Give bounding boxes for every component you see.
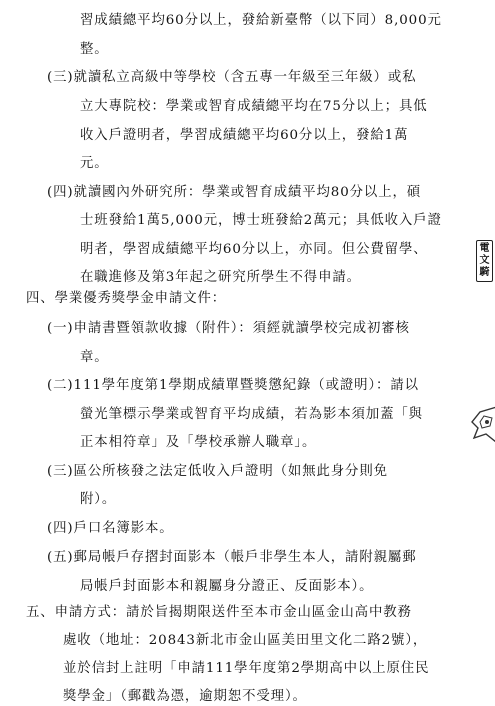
seal-char: 騎 [479, 267, 490, 278]
text-line: 在職進修及第3年起之研究所學生不得申請。 [80, 270, 361, 285]
text-line: 局帳戶封面影本和親屬身分證正、反面影本）。 [80, 579, 374, 594]
seal-char: 文 [479, 255, 490, 266]
seal-char: 電 [479, 243, 490, 254]
text-line: (四)戶口名簿影本。 [47, 521, 174, 536]
section-heading: 四、學業優秀獎學金申請文件： [26, 291, 227, 306]
text-line: 整。 [80, 42, 109, 57]
text-line: 明者，學習成績總平均60分以上，亦同。但公費留學、 [80, 242, 428, 257]
section-heading: 五、申請方式：請於旨揭期限送件至本市金山區金山高中教務 [26, 605, 412, 620]
binding-stamp-icon [470, 404, 495, 444]
edge-seal [476, 240, 493, 282]
text-line: 收入戶證明者，學習成績總平均60分以上，發給1萬 [80, 128, 409, 143]
text-line: 元。 [80, 156, 109, 171]
text-line: 士班發給1萬5,000元，博士班發給2萬元；具低收入戶證 [80, 213, 442, 228]
text-line: (二)111學年度第1學期成績單暨獎懲紀錄（或證明）：請以 [47, 378, 419, 393]
text-line: 章。 [80, 350, 109, 365]
text-line: 處收（地址：20843新北市金山區美田里文化二路2號）， [63, 633, 428, 648]
text-line: 習成績總平均60分以上，發給新臺幣（以下同）8,000元 [80, 13, 442, 28]
text-line: (三)就讀私立高級中等學校（含五專一年級至三年級）或私 [47, 70, 417, 85]
text-line: (一)申請書暨領款收據（附件）：須經就讀學校完成初審核 [47, 321, 410, 336]
text-line: (四)就讀國內外研究所：學業或智育成績平均80分以上，碩 [47, 185, 422, 200]
text-line: 獎學金」（郵戳為憑，逾期恕不受理）。 [63, 689, 307, 704]
text-line: 並於信封上註明「申請111學年度第2學期高中以上原住民 [63, 661, 430, 676]
text-line: 螢光筆標示學業或智育平均成績，若為影本須加蓋「與 [80, 407, 423, 422]
text-line: (三)區公所核發之法定低收入戶證明（如無此身分則免 [47, 464, 388, 479]
text-line: (五)郵局帳戶存摺封面影本（帳戶非學生本人，請附親屬郵 [47, 550, 417, 565]
text-line: 正本相符章」及「學校承辦人職章」。 [80, 435, 317, 450]
text-line: 立大專院校：學業或智育成績總平均在75分以上；具低 [80, 99, 428, 114]
text-line: 附）。 [80, 492, 117, 507]
